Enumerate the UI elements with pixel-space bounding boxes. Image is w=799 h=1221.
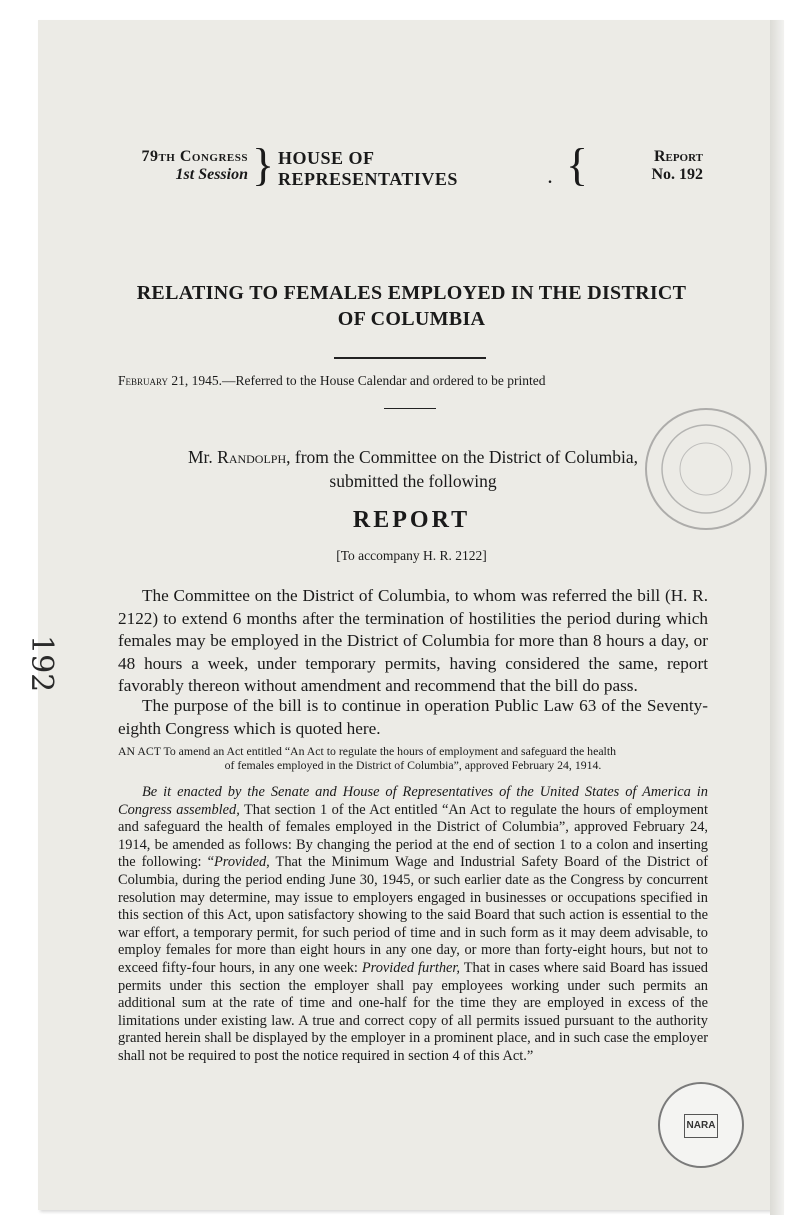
act-text bbox=[118, 784, 708, 1066]
left-brace: } bbox=[252, 139, 275, 190]
date-rule bbox=[384, 408, 436, 409]
enacting-clause: Be it enacted by the Senate and House of Representatives of the United States of America in Congress assembled, bbox=[118, 784, 708, 818]
session: 1st Session bbox=[175, 166, 248, 183]
submitter-name: Randolph bbox=[217, 447, 287, 467]
date-text: 21, 1945.—Referred to the House Calendar and ordered to be printed bbox=[168, 373, 546, 388]
provided-clause: Provided, bbox=[213, 854, 270, 871]
report-heading: REPORT bbox=[352, 507, 471, 533]
submitted-prefix: Mr. bbox=[187, 447, 218, 467]
report-label: Report bbox=[653, 148, 703, 165]
date-month: February bbox=[118, 373, 169, 388]
act-heading-line-1: AN ACT To amend an Act entitled “An Act to regulate the hours of employment and safeguard the health bbox=[118, 744, 617, 758]
report-header bbox=[120, 139, 703, 190]
title-line-2: OF COLUMBIA bbox=[337, 308, 486, 330]
right-brace: { bbox=[566, 139, 589, 190]
act-text-part-2: That the Minimum Wage and Industrial Safety Board of the District of Columbia, during the period ending June 30, 1945, or such earlier date as the Congress by concurrent resolution may determine, may issue to employers engaged in businesses or occupations specified in this section of this Act, upon satisfactory showing to the said Board that such action is essential to the war effort, a temporary permit, for such period of time and in such form as it may deem advisable, to employ females for more than eight hours in any one day, or more than forty-eight hours, but not to exceed fifty-four hours, in any one week: bbox=[118, 854, 709, 976]
title-line-1: RELATING TO FEMALES EMPLOYED IN THE DISTRICT bbox=[136, 282, 687, 304]
submitted-by bbox=[118, 445, 708, 493]
congress-number: 79th Congress bbox=[141, 148, 248, 165]
accompany-bill: [To accompany H. R. 2122] bbox=[336, 548, 487, 563]
paragraph-purpose: The purpose of the bill is to continue in operation Public Law 63 of the Seventy-eighth Congress which is quoted here. bbox=[118, 696, 708, 738]
submitted-committee: , from the Committee on the District of Columbia, bbox=[286, 447, 639, 467]
paper-edge bbox=[770, 20, 784, 1215]
submitted-line-1 bbox=[118, 445, 708, 469]
report-number-block bbox=[588, 148, 703, 184]
submitted-line-2: submitted the following bbox=[329, 471, 497, 491]
report-title bbox=[108, 280, 715, 332]
congress-session bbox=[120, 148, 248, 184]
report-number: No. 192 bbox=[651, 166, 703, 183]
margin-handwriting: 192 bbox=[24, 635, 59, 693]
nara-stamp-label: NARA bbox=[684, 1114, 718, 1138]
provided-further-clause: Provided further, bbox=[361, 959, 461, 976]
act-heading bbox=[118, 744, 708, 772]
paragraph-committee: The Committee on the District of Columbia, to whom was referred the bill (H. R. 2122) to extend 6 months after the termination of hostilities the period during which females may be employed in the District of Columbia for more than 8 hours a day, or 48 hours a week, under temporary permits, having considered the same, report favorably thereon without amendment and recommend that the bill do pass. bbox=[118, 586, 708, 695]
nara-stamp bbox=[658, 1082, 744, 1168]
house-title: HOUSE OF REPRESENTATIVES bbox=[278, 148, 458, 189]
act-heading-line-2: of females employed in the District of Columbia”, approved February 24, 1914. bbox=[224, 758, 602, 772]
act-text-part-1: That section 1 of the Act entitled “An Act to regulate the hours of employment and safeguard the health of females employed in the District of Columbia”, approved February 24, 1914, be amended as follows: By changing the period at the end of section 1 to a colon and inserting the following: “ bbox=[118, 801, 708, 871]
house-name bbox=[278, 148, 558, 190]
referral-date-line bbox=[118, 373, 718, 389]
act-text-part-3: That in cases where said Board has issued permits under this section the employer shall pay employees working under such permits an additional sum at the rate of time and one-half for the time they are employed in excess of the limitations under existing law. A true and correct copy of all permits issued pursuant to the authority granted herein shall be displayed by the employer in a prominent place, and in such case the employer shall not be required to post the notice required in section 4 of this Act.” bbox=[118, 959, 708, 1064]
header-dot: . bbox=[548, 170, 553, 187]
title-rule bbox=[334, 357, 486, 359]
